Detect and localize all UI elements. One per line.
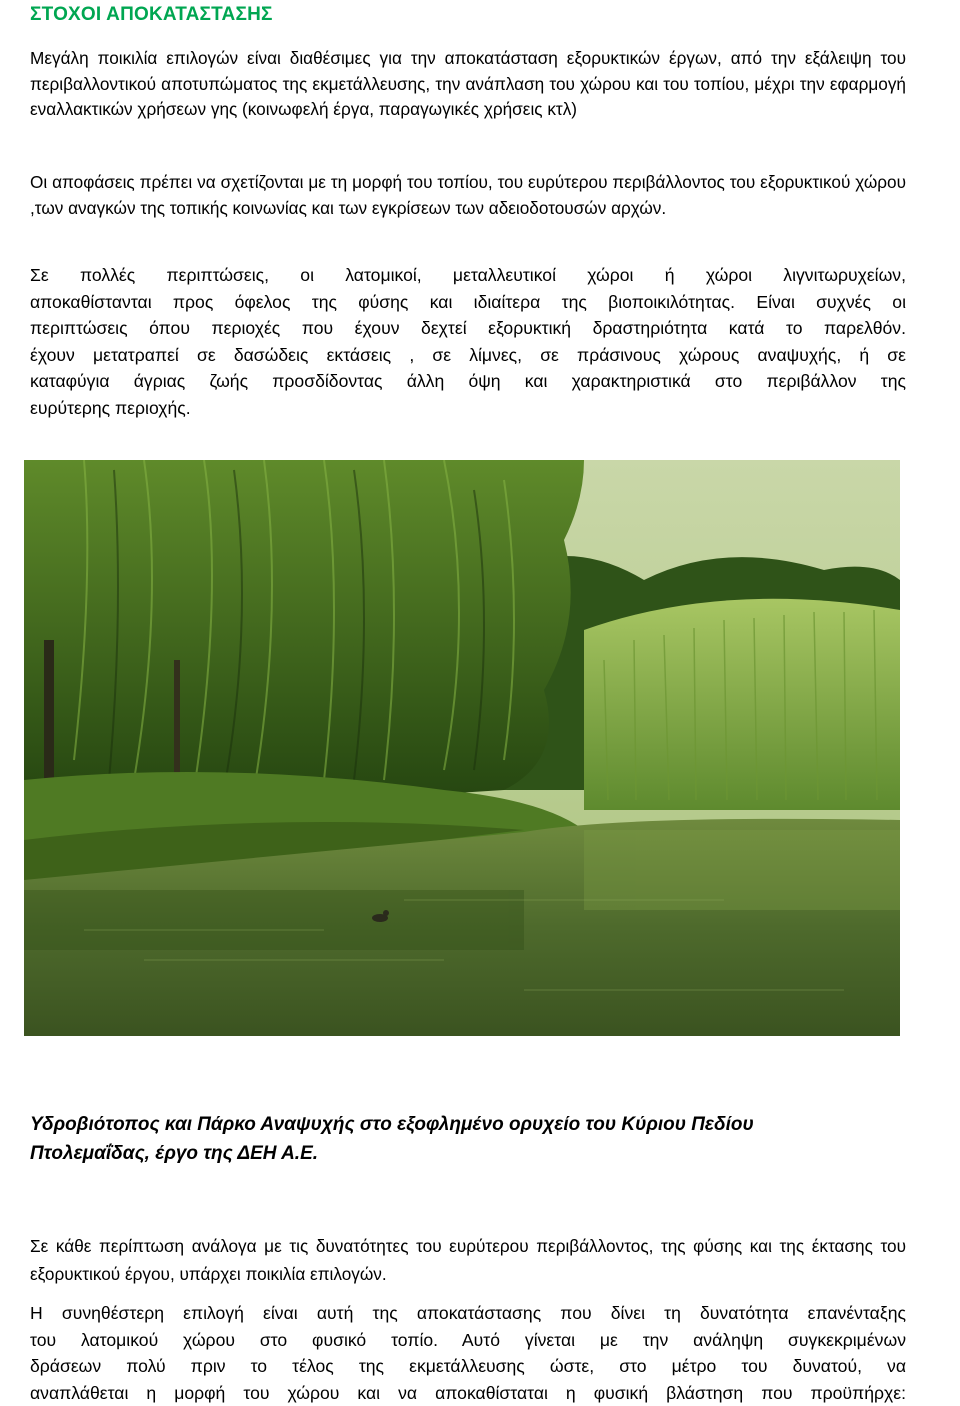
photo-caption (30, 1110, 910, 1168)
text-line: καταφύγια άγριας ζωής προσδίδοντας άλλη όψη και χαρακτηριστικά στο περιβάλλον της (30, 371, 906, 391)
caption-line: Πτολεμαΐδας, έργο της ΔΕΗ Α.Ε. (30, 1143, 319, 1164)
text-line: δράσεων πολύ πριν το τέλος της εκμετάλλευσης ώστε, στο μέτρο του δυνατού, να (30, 1356, 906, 1376)
options-paragraph: Σε κάθε περίπτωση ανάλογα με τις δυνατότητες του ευρύτερου περιβάλλοντος, της φύσης και της έκτασης του εξορυκτικού έργου, υπάρχει ποικιλία επιλογών. (30, 1236, 906, 1284)
restoration-paragraph (30, 1300, 906, 1406)
caption-line: Υδροβιότοπος και Πάρκο Αναψυχής στο εξοφλημένο ορυχείο του Κύριου Πεδίου (30, 1114, 754, 1135)
text-line: ευρύτερης περιοχής. (30, 397, 191, 418)
text-line: Η συνηθέστερη επιλογή είναι αυτή της αποκατάστασης που δίνει τη δυνατότητα επανένταξης (30, 1303, 906, 1323)
text-line: έχουν μετατραπεί σε δασώδεις εκτάσεις , σε λίμνες, σε πράσινους χώρους αναψυχής, ή σε (30, 344, 906, 365)
page-heading: ΣΤΟΧΟΙ ΑΠΟΚΑΤΑΣΤΑΣΗΣ (30, 4, 273, 25)
decisions-paragraph: Οι αποφάσεις πρέπει να σχετίζονται με τη μορφή του τοπίου, του ευρύτερου περιβάλλοντος του εξορυκτικού χώρου ,των αναγκών της τοπικής κοινωνίας και των εγκρίσεων των αδειοδοτουσών αρχών. (30, 172, 906, 218)
wetland-photo (24, 460, 900, 1036)
wetland-photo-illustration (24, 460, 900, 1036)
text-line: Σε πολλές περιπτώσεις, οι λατομικοί, μεταλλευτικοί χώροι ή χώροι λιγνιτωρυχείων, (30, 265, 906, 285)
text-line: περιπτώσεις όπου περιοχές που έχουν δεχτεί εξορυκτική δραστηριότητα κατά το παρελθόν. (30, 318, 906, 338)
intro-paragraph: Μεγάλη ποικιλία επιλογών είναι διαθέσιμες για την αποκατάσταση εξορυκτικών έργων, από την εξάλειψη του περιβαλλοντικού αποτυπώματος της εκμετάλλευσης, την ανάπλαση του χώρου και του τοπίου, μέχρι την εφαρμογή εναλλακτικών χρήσεων γης (κοινωφελή έργα, παραγωγικές χρήσεις κτλ) (30, 48, 906, 120)
text-line: αποκαθίστανται προς όφελος της φύσης και ιδιαίτερα της βιοποικιλότητας. Είναι συχνές οι (30, 291, 906, 312)
examples-paragraph (30, 262, 906, 421)
text-line: του λατομικού χώρου στο φυσικό τοπίο. Αυτό γίνεται με την ανάληψη συγκεκριμένων (30, 1329, 906, 1350)
text-line: αναπλάθεται η μορφή του χώρου και να αποκαθίσταται η φυσική βλάστηση που προϋπήρχε: (30, 1382, 906, 1403)
